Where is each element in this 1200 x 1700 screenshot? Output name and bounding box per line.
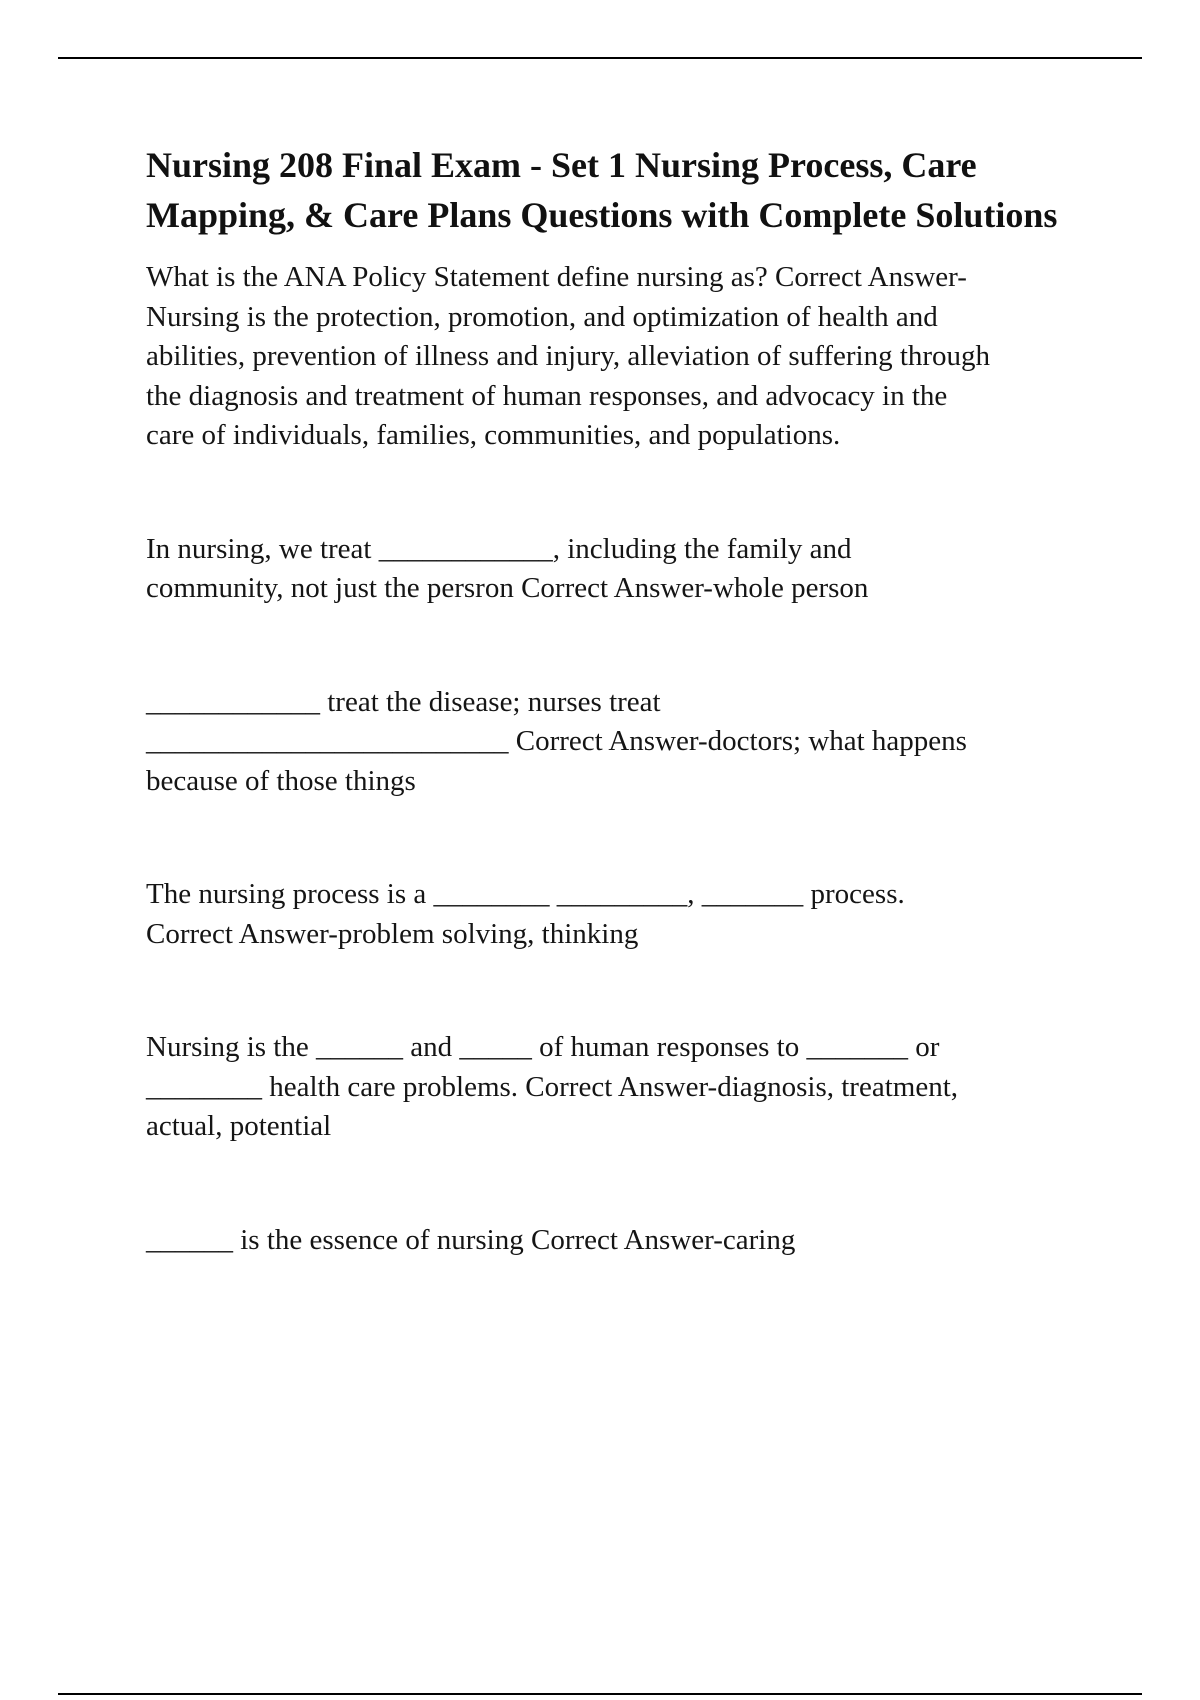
qa-line: _________________________ Correct Answer-doctors; what happens <box>146 725 967 757</box>
qa-line: Correct Answer-problem solving, thinking <box>146 917 639 950</box>
document-title: Nursing 208 Final Exam - Set 1 Nursing Process, Care Mapping, & Care Plans Questions with Complete Solutions <box>146 145 1058 235</box>
qa-line: Nursing is the protection, promotion, and optimization of health and <box>146 300 938 333</box>
qa-item <box>146 530 1096 609</box>
qa-item <box>146 1221 1096 1261</box>
qa-item <box>146 875 1096 954</box>
qa-line: actual, potential <box>146 1110 332 1142</box>
qa-line: community, not just the persron Correct Answer-whole person <box>146 572 869 604</box>
qa-item <box>146 258 1096 456</box>
qa-line: In nursing, we treat ____________, including the family and <box>146 532 852 565</box>
qa-line: abilities, prevention of illness and injury, alleviation of suffering through <box>146 340 991 372</box>
qa-line: ____________ treat the disease; nurses treat <box>146 685 661 718</box>
footer-rule <box>58 1693 1142 1695</box>
qa-line: care of individuals, families, communities, and populations. <box>146 419 841 451</box>
header-rule <box>58 57 1142 59</box>
qa-line: ________ health care problems. Correct Answer-diagnosis, treatment, <box>146 1070 958 1103</box>
qa-line: ______ is the essence of nursing Correct Answer-caring <box>146 1223 796 1256</box>
qa-line: Nursing is the ______ and _____ of human responses to _______ or <box>146 1031 940 1063</box>
qa-line: because of those things <box>146 764 416 797</box>
qa-item <box>146 1028 1096 1147</box>
qa-line: The nursing process is a ________ _________, _______ process. <box>146 878 905 910</box>
qa-item <box>146 683 1096 802</box>
qa-line: the diagnosis and treatment of human responses, and advocacy in the <box>146 379 948 412</box>
qa-line: What is the ANA Policy Statement define nursing as? Correct Answer- <box>146 261 967 293</box>
document-body <box>146 140 1096 1260</box>
